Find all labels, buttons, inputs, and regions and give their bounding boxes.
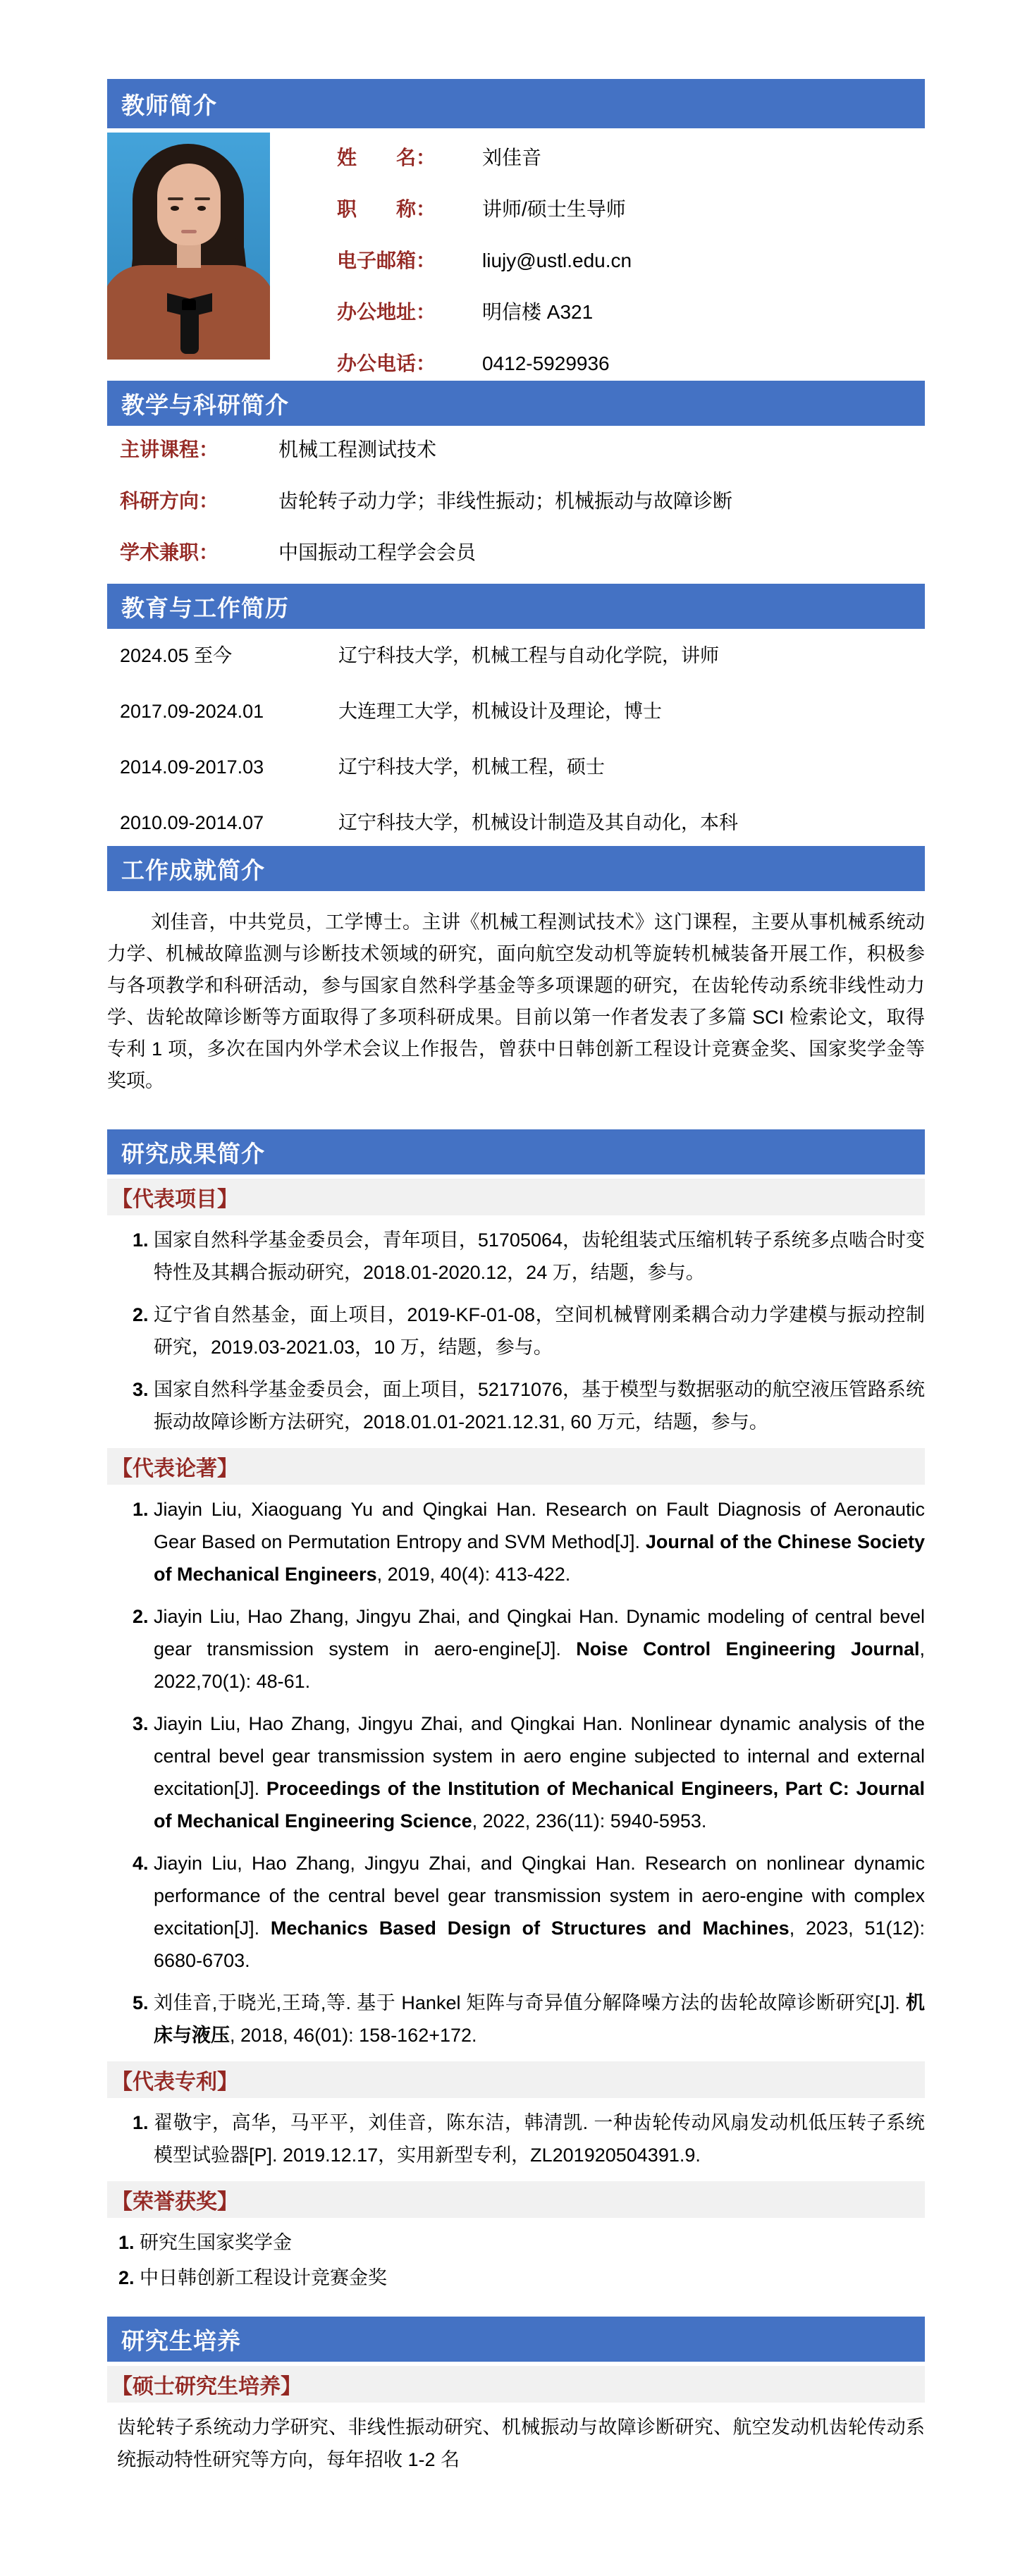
award-list bbox=[107, 2225, 925, 2295]
info-row-name bbox=[337, 142, 632, 171]
list-item-text: Jiayin Liu, Xiaoguang Yu and Qingkai Han. Research on Fault Diagnosis of Aeronautic Gear Based on Permutation Entropy and SVM Method[J]. bbox=[154, 1499, 925, 1552]
info-row-title bbox=[337, 194, 632, 222]
subheading-text: 【代表专利】 bbox=[111, 2071, 238, 2094]
field-label: 职 称： bbox=[337, 198, 436, 220]
photo-brow-shape bbox=[168, 197, 183, 200]
row-value: 中国振动工程学会会员 bbox=[278, 541, 477, 563]
education-row bbox=[120, 640, 925, 668]
list-item-text: 研究生国家奖学金 bbox=[140, 2232, 292, 2253]
section-title: 研究生培养 bbox=[121, 2327, 241, 2354]
list-item-text: 国家自然科学基金委员会，面上项目，52171076，基于模型与数据驱动的航空液压管路系统振动故障诊断方法研究，2018.01.01-2021.12.31, 60 万元，结题，参与。 bbox=[154, 1379, 925, 1433]
project-list bbox=[107, 1224, 925, 1438]
list-item-text: 刘佳音,于晓光,王琦,等. 基于 Hankel 矩阵与奇异值分解降噪方法的齿轮故障诊断研究[J]. bbox=[154, 1992, 906, 2013]
patent-list bbox=[107, 2106, 925, 2171]
field-value: 明信楼 A321 bbox=[482, 301, 594, 323]
section-title: 教师简介 bbox=[121, 92, 217, 118]
list-item bbox=[154, 1600, 925, 1698]
achievements-paragraph: 刘佳音，中共党员，工学博士。主讲《机械工程测试技术》这门课程，主要从事机械系统动力学、机械故障监测与诊断技术领域的研究，面向航空发动机等旋转机械装备开展工作，积极参与各项教学和科研活动，参与国家自然科学基金等多项课题的研究，在齿轮传动系统非线性动力学、齿轮故障诊断等方面取得了多项科研成果。目前以第一作者发表了多篇 SCI 检索论文，取得专利 1 项，多次在国内外学术会议上作报告，曾获中日韩创新工程设计竞赛金奖、国家奖学金等奖项。 bbox=[107, 912, 925, 1091]
journal-name: Proceedings of the Institution of Mechanical Engineers, Part C: Journal of Mechanical Engineering Science bbox=[154, 1778, 925, 1832]
subheading-projects bbox=[107, 1179, 925, 1215]
section-bar-graduate-training bbox=[107, 2317, 925, 2362]
education-rows bbox=[107, 629, 925, 835]
journal-name: 机床与液压 bbox=[154, 1992, 925, 2046]
field-value: 0412-5929936 bbox=[482, 352, 610, 374]
subheading-master-training bbox=[107, 2366, 925, 2403]
subheading-awards bbox=[107, 2181, 925, 2218]
education-period: 2014.09-2017.03 bbox=[120, 756, 264, 778]
row-label: 主讲课程： bbox=[120, 438, 219, 460]
education-period: 2024.05 至今 bbox=[120, 645, 233, 666]
list-item bbox=[154, 1847, 925, 1977]
list-item bbox=[154, 1707, 925, 1837]
basic-info-list bbox=[337, 133, 632, 376]
section-bar-teaching-research bbox=[107, 381, 925, 426]
journal-name: Mechanics Based Design of Structures and Machines bbox=[270, 1918, 790, 1939]
subheading-text: 【代表论著】 bbox=[111, 1457, 238, 1480]
photo-ribbon-shape bbox=[180, 310, 199, 354]
section-bar-teacher-intro bbox=[107, 79, 925, 128]
education-period: 2017.09-2024.01 bbox=[120, 701, 264, 722]
list-item-text: 中日韩创新工程设计竞赛金奖 bbox=[140, 2267, 387, 2288]
teaching-row-research-areas bbox=[120, 486, 925, 514]
education-row bbox=[120, 807, 925, 835]
row-value: 齿轮转子动力学；非线性振动；机械振动与故障诊断 bbox=[278, 490, 733, 512]
info-row-phone bbox=[337, 348, 632, 376]
bottom-spacer bbox=[107, 2495, 925, 2515]
row-label: 科研方向： bbox=[120, 490, 219, 512]
list-item-text: , 2018, 46(01): 158-162+172. bbox=[230, 2025, 477, 2046]
section-title: 教学与科研简介 bbox=[121, 391, 289, 418]
photo-eye-shape bbox=[197, 206, 206, 211]
education-detail: 辽宁科技大学，机械工程，硕士 bbox=[338, 756, 605, 778]
list-item-text: , 2022, 236(11): 5940-5953. bbox=[472, 1810, 707, 1832]
list-item bbox=[154, 1987, 925, 2051]
section-bar-work-achievements bbox=[107, 846, 925, 891]
teaching-row-academic-posts bbox=[120, 537, 925, 565]
section-title: 教育与工作简历 bbox=[121, 594, 289, 621]
list-item-text: Jiayin Liu, Hao Zhang, Jingyu Zhai, and Qingkai Han. Dynamic modeling of central bevel gear transmission system in aero-engine[J]. bbox=[154, 1606, 925, 1660]
field-label: 姓 名： bbox=[337, 147, 436, 168]
list-item bbox=[154, 2106, 925, 2171]
row-label: 学术兼职： bbox=[120, 541, 219, 563]
list-item-text: 翟敬宇，高华，马平平，刘佳音，陈东洁，韩清凯. 一种齿轮传动风扇发动机低压转子系统模型试验器[P]. 2019.12.17，实用新型专利，ZL201920504391.9. bbox=[154, 2112, 925, 2166]
list-item-text: 国家自然科学基金委员会，青年项目，51705064，齿轮组装式压缩机转子系统多点啮合时变特性及其耦合振动研究，2018.01-2020.12，24 万，结题，参与。 bbox=[154, 1229, 925, 1283]
list-item-text: , 2019, 40(4): 413-422. bbox=[376, 1564, 571, 1585]
teaching-row-courses bbox=[120, 434, 925, 462]
field-label: 电子邮箱： bbox=[337, 250, 436, 271]
list-item bbox=[154, 1224, 925, 1289]
field-label: 办公电话： bbox=[337, 352, 436, 374]
list-item-text: , 2023, 51(12): 6680-6703. bbox=[154, 1918, 925, 1971]
info-row-email bbox=[337, 245, 632, 274]
graduate-training-text: 齿轮转子系统动力学研究、非线性振动研究、机械振动与故障诊断研究、航空发动机齿轮传动系统振动特性研究等方向，每年招收 1-2 名 bbox=[117, 2417, 925, 2470]
teacher-photo bbox=[107, 133, 270, 360]
info-row-office bbox=[337, 297, 632, 325]
subheading-text: 【硕士研究生培养】 bbox=[111, 2375, 302, 2398]
section-title: 研究成果简介 bbox=[121, 1140, 265, 1167]
subheading-patents bbox=[107, 2061, 925, 2098]
list-item-text: Jiayin Liu, Hao Zhang, Jingyu Zhai, and Qingkai Han. Nonlinear dynamic analysis of the central bevel gear transmission system in aero engine subjected to internal and external excitation[J]. bbox=[154, 1713, 925, 1799]
photo-brow-shape bbox=[195, 197, 210, 200]
row-value: 机械工程测试技术 bbox=[278, 438, 437, 460]
teaching-rows bbox=[107, 426, 925, 565]
section-bar-research-results bbox=[107, 1129, 925, 1174]
list-item bbox=[154, 1493, 925, 1590]
list-item-text: 辽宁省自然基金，面上项目，2019-KF-01-08，空间机械臂刚柔耦合动力学建模与振动控制研究，2019.03-2021.03，10 万，结题，参与。 bbox=[154, 1304, 925, 1358]
field-value: 讲师/硕士生导师 bbox=[482, 198, 626, 220]
subheading-papers bbox=[107, 1448, 925, 1485]
profile-block bbox=[107, 133, 925, 376]
journal-name: Noise Control Engineering Journal bbox=[576, 1638, 920, 1660]
field-label: 办公地址： bbox=[337, 301, 436, 323]
subheading-text: 【代表项目】 bbox=[111, 1188, 238, 1211]
field-value: liujy@ustl.edu.cn bbox=[482, 250, 632, 271]
education-detail: 辽宁科技大学，机械设计制造及其自动化，本科 bbox=[338, 812, 738, 833]
list-item-text: Jiayin Liu, Hao Zhang, Jingyu Zhai, and Qingkai Han. Research on nonlinear dynamic performance of the central bevel gear transmission system in aero-engine with complex excitation[J]. bbox=[154, 1853, 925, 1939]
list-item-text: , 2022,70(1): 48-61. bbox=[154, 1638, 925, 1692]
list-item bbox=[140, 2225, 925, 2260]
education-row bbox=[120, 752, 925, 779]
list-item bbox=[140, 2260, 925, 2295]
field-value: 刘佳音 bbox=[482, 147, 542, 168]
faculty-profile-page bbox=[107, 79, 925, 2515]
education-detail: 大连理工大学，机械设计及理论，博士 bbox=[338, 701, 662, 722]
list-item bbox=[154, 1373, 925, 1438]
section-bar-education-history bbox=[107, 584, 925, 629]
education-row bbox=[120, 696, 925, 723]
section-title: 工作成就简介 bbox=[121, 857, 265, 883]
subheading-text: 【荣誉获奖】 bbox=[111, 2190, 238, 2214]
journal-name: Journal of the Chinese Society of Mechanical Engineers bbox=[154, 1531, 925, 1585]
education-period: 2010.09-2014.07 bbox=[120, 812, 264, 833]
paper-list bbox=[107, 1493, 925, 2051]
education-detail: 辽宁科技大学，机械工程与自动化学院，讲师 bbox=[338, 645, 719, 666]
list-item bbox=[154, 1299, 925, 1363]
photo-eye-shape bbox=[171, 206, 179, 211]
photo-mouth-shape bbox=[181, 230, 197, 233]
